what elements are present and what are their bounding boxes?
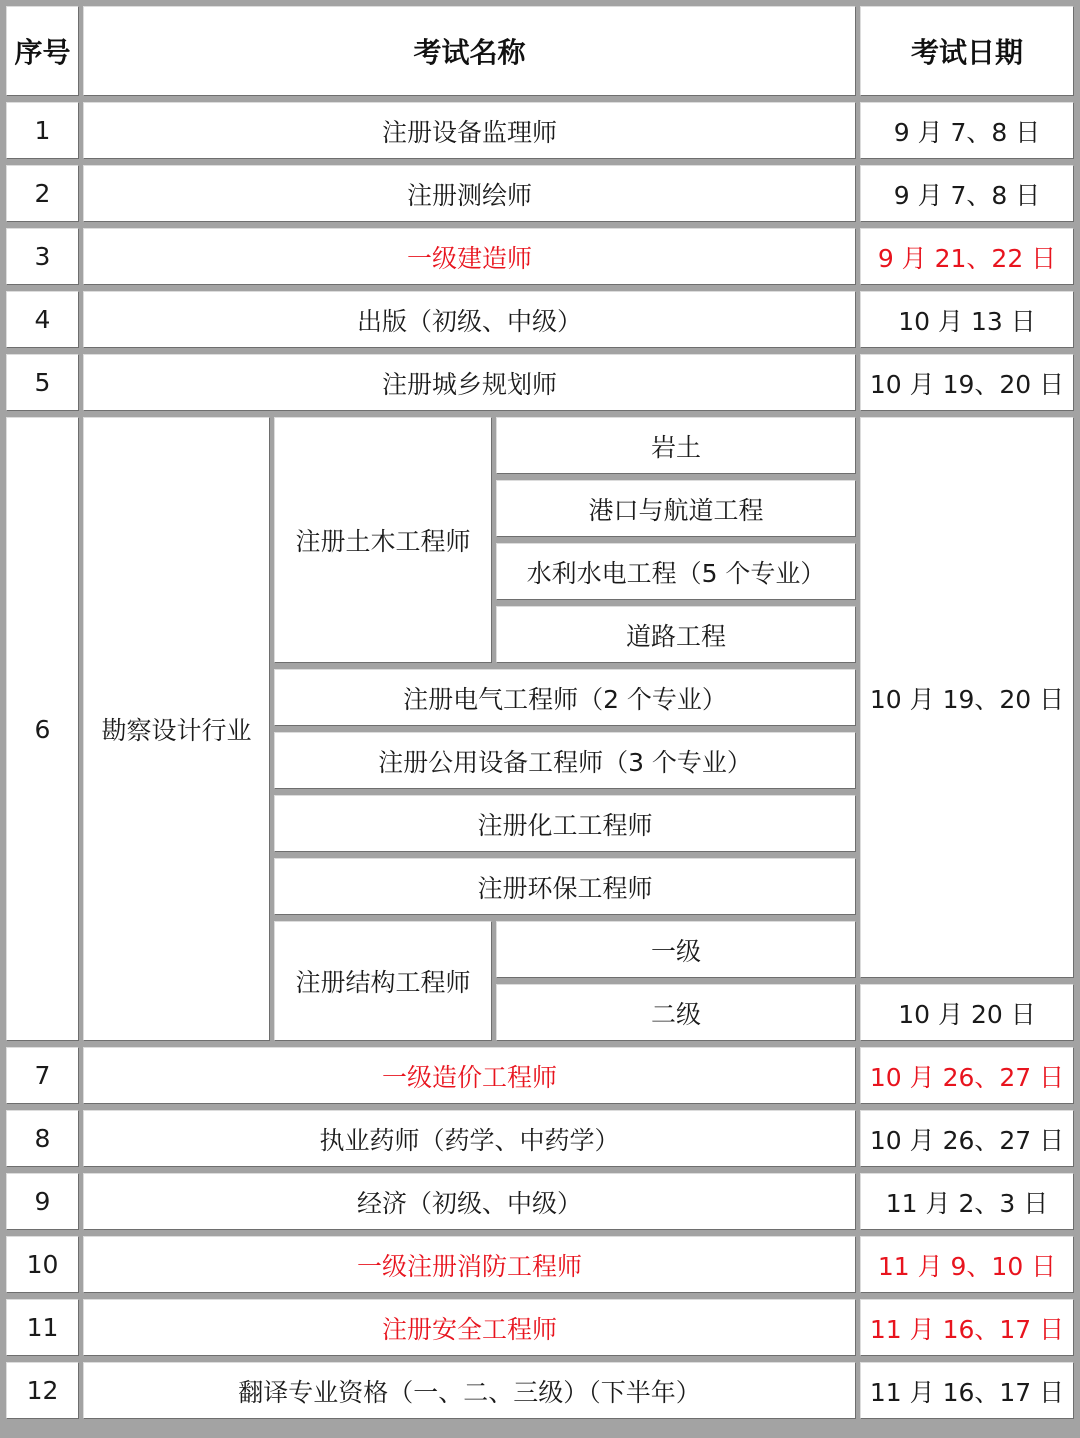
structural-level: 二级 — [496, 984, 856, 1041]
exam-name-highlighted: 一级注册消防工程师 — [83, 1236, 856, 1293]
civil-subfield: 岩土 — [496, 417, 856, 474]
structural-level: 一级 — [496, 921, 856, 978]
exam-date: 10 月 13 日 — [860, 291, 1074, 348]
exam-name-highlighted: 一级建造师 — [83, 228, 856, 285]
exam-structural-engineer: 注册结构工程师 — [274, 921, 492, 1041]
row-number: 7 — [6, 1047, 79, 1104]
exam-date-highlighted: 9 月 21、22 日 — [860, 228, 1074, 285]
exam-date: 9 月 7、8 日 — [860, 165, 1074, 222]
exam-electrical-engineer: 注册电气工程师（2 个专业） — [274, 669, 856, 726]
row-number: 1 — [6, 102, 79, 159]
exam-date: 10 月 20 日 — [860, 984, 1074, 1041]
exam-chemical-engineer: 注册化工工程师 — [274, 795, 856, 852]
row-number: 11 — [6, 1299, 79, 1356]
exam-name-highlighted: 一级造价工程师 — [83, 1047, 856, 1104]
row-number: 3 — [6, 228, 79, 285]
row-number: 9 — [6, 1173, 79, 1230]
category-survey-design: 勘察设计行业 — [83, 417, 270, 1041]
row-number: 12 — [6, 1362, 79, 1419]
row-number: 6 — [6, 417, 79, 1041]
civil-subfield: 港口与航道工程 — [496, 480, 856, 537]
exam-date: 10 月 19、20 日 — [860, 354, 1074, 411]
civil-subfield: 水利水电工程（5 个专业） — [496, 543, 856, 600]
exam-name: 注册设备监理师 — [83, 102, 856, 159]
exam-date-highlighted: 11 月 9、10 日 — [860, 1236, 1074, 1293]
exam-utility-engineer: 注册公用设备工程师（3 个专业） — [274, 732, 856, 789]
exam-name: 执业药师（药学、中药学） — [83, 1110, 856, 1167]
exam-name-highlighted: 注册安全工程师 — [83, 1299, 856, 1356]
header-no: 序号 — [6, 6, 79, 96]
exam-name: 注册测绘师 — [83, 165, 856, 222]
exam-name: 翻译专业资格（一、二、三级）（下半年） — [83, 1362, 856, 1419]
row-number: 10 — [6, 1236, 79, 1293]
exam-date: 10 月 19、20 日 — [860, 417, 1074, 978]
exam-date: 11 月 2、3 日 — [860, 1173, 1074, 1230]
exam-environmental-engineer: 注册环保工程师 — [274, 858, 856, 915]
exam-date: 11 月 16、17 日 — [860, 1362, 1074, 1419]
exam-name: 注册城乡规划师 — [83, 354, 856, 411]
civil-subfield: 道路工程 — [496, 606, 856, 663]
exam-date-highlighted: 10 月 26、27 日 — [860, 1047, 1074, 1104]
exam-civil-engineer: 注册土木工程师 — [274, 417, 492, 663]
row-number: 2 — [6, 165, 79, 222]
exam-date: 10 月 26、27 日 — [860, 1110, 1074, 1167]
exam-date: 9 月 7、8 日 — [860, 102, 1074, 159]
exam-name: 出版（初级、中级） — [83, 291, 856, 348]
row-number: 4 — [6, 291, 79, 348]
row-number: 8 — [6, 1110, 79, 1167]
exam-name: 经济（初级、中级） — [83, 1173, 856, 1230]
header-exam-name: 考试名称 — [83, 6, 856, 96]
exam-date-highlighted: 11 月 16、17 日 — [860, 1299, 1074, 1356]
header-exam-date: 考试日期 — [860, 6, 1074, 96]
row-number: 5 — [6, 354, 79, 411]
